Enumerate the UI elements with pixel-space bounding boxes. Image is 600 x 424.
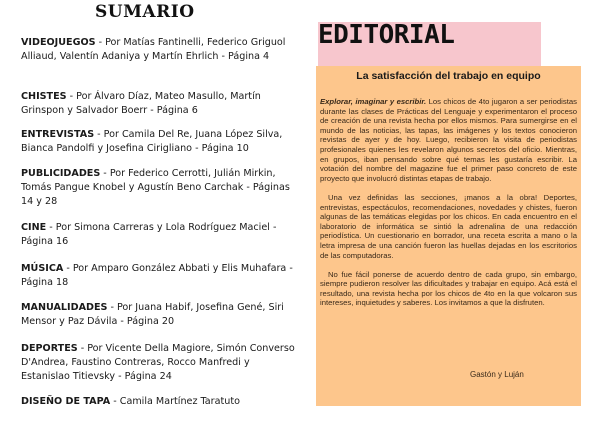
editorial-signature: Gastón y Luján bbox=[470, 370, 524, 379]
section-authors: Por Juana Habif, Josefina Gené, Siri Mensor y Paz Dávila - Página 20 bbox=[21, 302, 284, 328]
editorial-subtitle: La satisfacción del trabajo en equipo bbox=[356, 70, 541, 82]
section-label: CINE bbox=[21, 222, 47, 233]
section-authors: Por Federico Cerrotti, Julián Mirkin, Tomás Pangue Knobel y Agustín Beno Carchak - Páginas 14 y 28 bbox=[21, 168, 290, 208]
sumario-entry-videojuegos: VIDEOJUEGOS - Por Matías Fantinelli, Federico Griguol Alliaud, Valentín Adaniya y Martín Ehrlich - Página 4 bbox=[21, 37, 286, 63]
sumario-entry-manualidades: MANUALIDADES - Por Juana Habif, Josefina Gené, Siri Mensor y Paz Dávila - Página 20 bbox=[21, 302, 284, 328]
section-authors: Por Álvaro Díaz, Mateo Masullo, Martín Grinspon y Salvador Boerr - Página 6 bbox=[21, 91, 261, 117]
section-authors: Por Simona Carreras y Lola Rodríguez Maciel - Página 16 bbox=[21, 222, 277, 248]
sumario-entry-deportes: DEPORTES - Por Vicente Della Magiore, Simón Converso D'Andrea, Faustino Contreras, Rocco Manfredi y Estanislao Titievsky - Página 24 bbox=[21, 343, 295, 383]
editorial-paragraph-2: Una vez definidas las secciones, ¡manos a la obra! Deportes, entrevistas, espectáculos, recomendaciones, novedades y chistes, fueron algunas de las temáticas elegidas por los chicos. En cada encuentro en el laboratorio de informática se sintió la adrenalina de una redacción periodística. Un cuestionario en borrador, una receta escrita a mano o la letra impresa de una canción fueron las huellas dejadas en los escritorios de las computadoras. bbox=[320, 192, 577, 260]
section-label: DEPORTES bbox=[21, 343, 78, 354]
editorial-paragraph-1 bbox=[320, 97, 577, 183]
section-label: VIDEOJUEGOS bbox=[21, 37, 96, 48]
section-label: DISEÑO DE TAPA bbox=[21, 396, 111, 407]
section-authors: Por Vicente Della Magiore, Simón Converso D'Andrea, Faustino Contreras, Rocco Manfredi y Estanislao Titievsky - Página 24 bbox=[21, 343, 295, 383]
editorial-body bbox=[320, 97, 577, 318]
section-label: CHISTES bbox=[21, 91, 67, 102]
section-label: MÚSICA bbox=[21, 263, 64, 274]
sumario-entry-entrevistas: ENTREVISTAS - Por Camila Del Re, Juana López Silva, Bianca Pandolfi y Josefina Cirigliano - Página 10 bbox=[21, 129, 283, 155]
section-authors: Camila Martínez Taratuto bbox=[119, 396, 240, 407]
section-label: ENTREVISTAS bbox=[21, 129, 95, 140]
sumario-entry-publicidades: PUBLICIDADES - Por Federico Cerrotti, Julián Mirkin, Tomás Pangue Knobel y Agustín Beno Carchak - Páginas 14 y 28 bbox=[21, 168, 290, 208]
section-label: MANUALIDADES bbox=[21, 302, 108, 313]
section-label: PUBLICIDADES bbox=[21, 168, 101, 179]
sumario-entry-diseno-de-tapa: DISEÑO DE TAPA - Camila Martínez Taratuto bbox=[21, 396, 240, 407]
sumario-entry-cine: CINE - Por Simona Carreras y Lola Rodríguez Maciel - Página 16 bbox=[21, 222, 277, 248]
editorial-lead: Explorar, imaginar y escribir. bbox=[320, 97, 427, 106]
sumario-entry-musica: MÚSICA - Por Amparo González Abbati y Elis Muhafara - Página 18 bbox=[21, 263, 293, 289]
editorial-paragraph-1-text: Los chicos de 4to jugaron a ser periodistas durante las clases de Prácticas del Lenguaje y experimentaron el proceso de creación de una revista hecha por ellos mismos. Para sumergirse en el mundo de las noticias, las tapas, las imágenes y los textos conocieron revistas de ayer y de hoy. Luego, recibieron la visita de periodistas profesionales quienes les revelaron algunos secretos del oficio. Mientras, en grupos, iban pensando sobre qué temas les gustaría escribir. La votación del nombre del magazine fue el primer paso concreto de este proyecto que involucró distintas etapas de trabajo. bbox=[320, 97, 577, 183]
section-authors: Por Matías Fantinelli, Federico Griguol Alliaud, Valentín Adaniya y Martín Ehrlich - Página 4 bbox=[21, 37, 286, 63]
editorial-title: EDITORIAL bbox=[318, 20, 455, 50]
sumario-entry-chistes: CHISTES - Por Álvaro Díaz, Mateo Masullo, Martín Grinspon y Salvador Boerr - Página 6 bbox=[21, 91, 261, 117]
section-authors: Por Amparo González Abbati y Elis Muhafara - Página 18 bbox=[21, 263, 293, 289]
sumario-title: SUMARIO bbox=[95, 2, 195, 22]
section-authors: Por Camila Del Re, Juana López Silva, Bianca Pandolfi y Josefina Cirigliano - Página 10 bbox=[21, 129, 283, 155]
editorial-paragraph-3: No fue fácil ponerse de acuerdo dentro de cada grupo, sin embargo, siempre pudieron resolver las dificultades y trabajar en equipo. Acá está el resultado, una revista hecha por los chicos de 4to en la que volcaron sus intereses, inquietudes y saberes. Los invitamos a que la disfruten. bbox=[320, 269, 577, 308]
